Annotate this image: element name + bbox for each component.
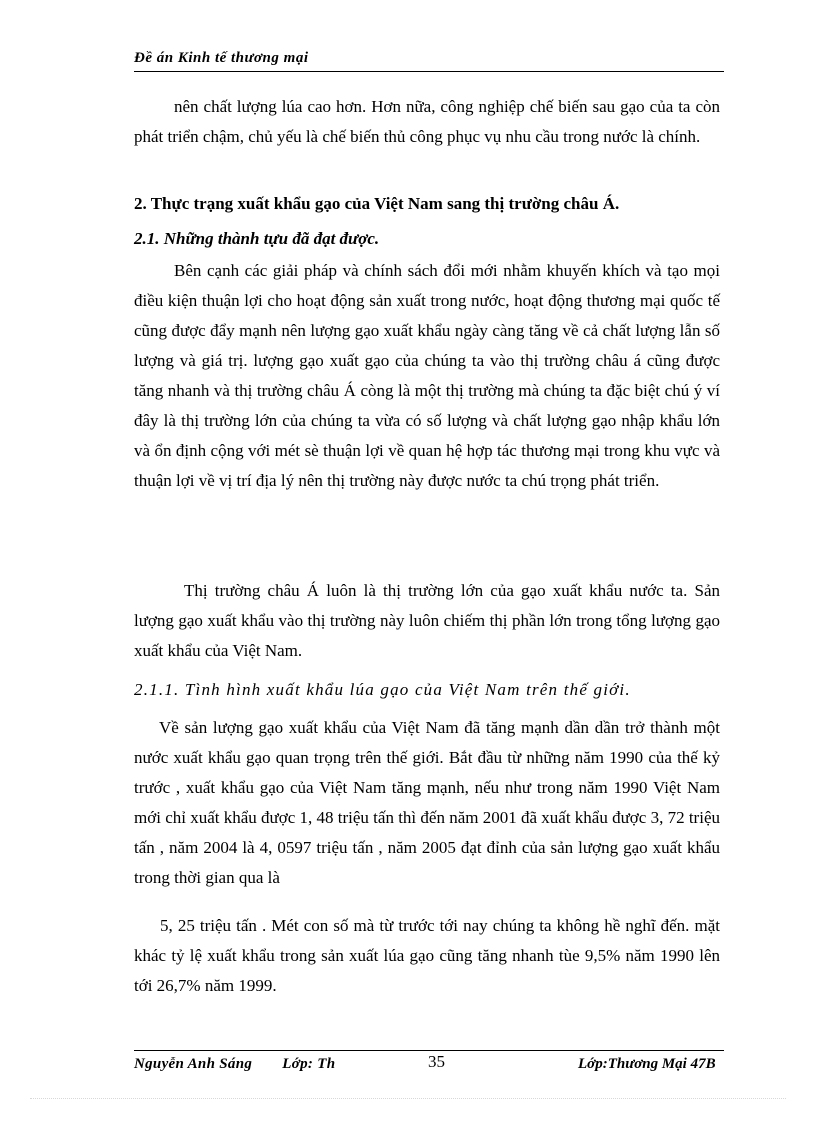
- footer-author-class: [134, 1056, 335, 1073]
- paragraph-export-volume-cont: 5, 25 triệu tấn . Mét con số mà từ trước tới nay chúng ta không hề nghĩ đến. mặt khác tỷ lệ xuất khẩu trong sản xuất lúa gạo cũng tăng nhanh tùe 9,5% năm 1990 lên tới 26,7% năm 1999.: [134, 916, 720, 995]
- footer-author: Nguyễn Anh Sáng: [134, 1056, 253, 1072]
- paragraph-achievements: Bên cạnh các giải pháp và chính sách đổi mới nhằm khuyến khích và tạo mọi điều kiện thuận lợi cho hoạt động sản xuất trong nước, hoạt động thương mại quốc tế cũng được đẩy mạnh nên lượng gạo xuất khẩu ngày càng tăng về cả chất lượng lẫn số lượng và giá trị. lượng gạo xuất gạo của chúng ta vào thị trường châu á cũng được tăng nhanh và thị trường châu Á còng là một thị trường mà chúng ta đặc biệt chú ý ví đây là thị trường lớn của chúng ta vừa có số lượng và chất lượng gạo nhập khẩu lớn và ổn định cộng với mét sè thuận lợi về quan hệ hợp tác thương mại trong khu vực và thuận lợi về vị trí địa lý nên thị trường này được nước ta chú trọng phát triển.: [134, 261, 720, 490]
- paragraph-intro: nên chất lượng lúa cao hơn. Hơn nữa, công nghiệp chế biến sau gạo của ta còn phát triển chậm, chủ yếu là chế biến thủ công phục vụ nhu cầu trong nước là chính.: [134, 97, 720, 146]
- section-heading-2-1-1: 2.1.1. Tình hình xuất khẩu lúa gạo của Việt Nam trên thế giới.: [134, 680, 631, 699]
- paragraph-export-volume: Về sản lượng gạo xuất khẩu của Việt Nam đã tăng mạnh dần dần trở thành một nước xuất khẩu gạo quan trọng trên thế giới. Bắt đầu từ những năm 1990 của thế kỷ trước , xuất khẩu gạo của Việt Nam tăng mạnh, nếu như trong năm 1990 Việt Nam mới chỉ xuất khẩu được 1, 48 triệu tấn thì đến năm 2001 đã xuất khẩu được 3, 72 triệu tấn , năm 2004 là 4, 0597 triệu tấn , năm 2005 đạt đỉnh của sản lượng gạo xuất khẩu trong thời gian qua là: [134, 718, 720, 887]
- page-edge-divider: [30, 1098, 786, 1099]
- header-divider: [134, 71, 724, 72]
- section-heading-2-1: 2.1. Những thành tựu đã đạt được.: [134, 229, 380, 248]
- footer-class-label: Lớp: Th: [282, 1056, 336, 1072]
- paragraph-asia-market: Thị trường châu Á luôn là thị trường lớn của gạo xuất khẩu nước ta. Sản lượng gạo xuất khẩu vào thị trường này luôn chiếm thị phần lớn trong tổng lượng gạo xuất khẩu của Việt Nam.: [134, 581, 720, 660]
- page-number: 35: [428, 1052, 445, 1071]
- section-heading-2: 2. Thực trạng xuất khẩu gạo của Việt Nam sang thị trường châu Á.: [134, 194, 620, 213]
- footer-class-full: Lớp:Thương Mại 47B: [578, 1056, 716, 1072]
- page-header-title: Đề án Kinh tế thương mại: [134, 50, 309, 66]
- footer-divider: [134, 1050, 724, 1051]
